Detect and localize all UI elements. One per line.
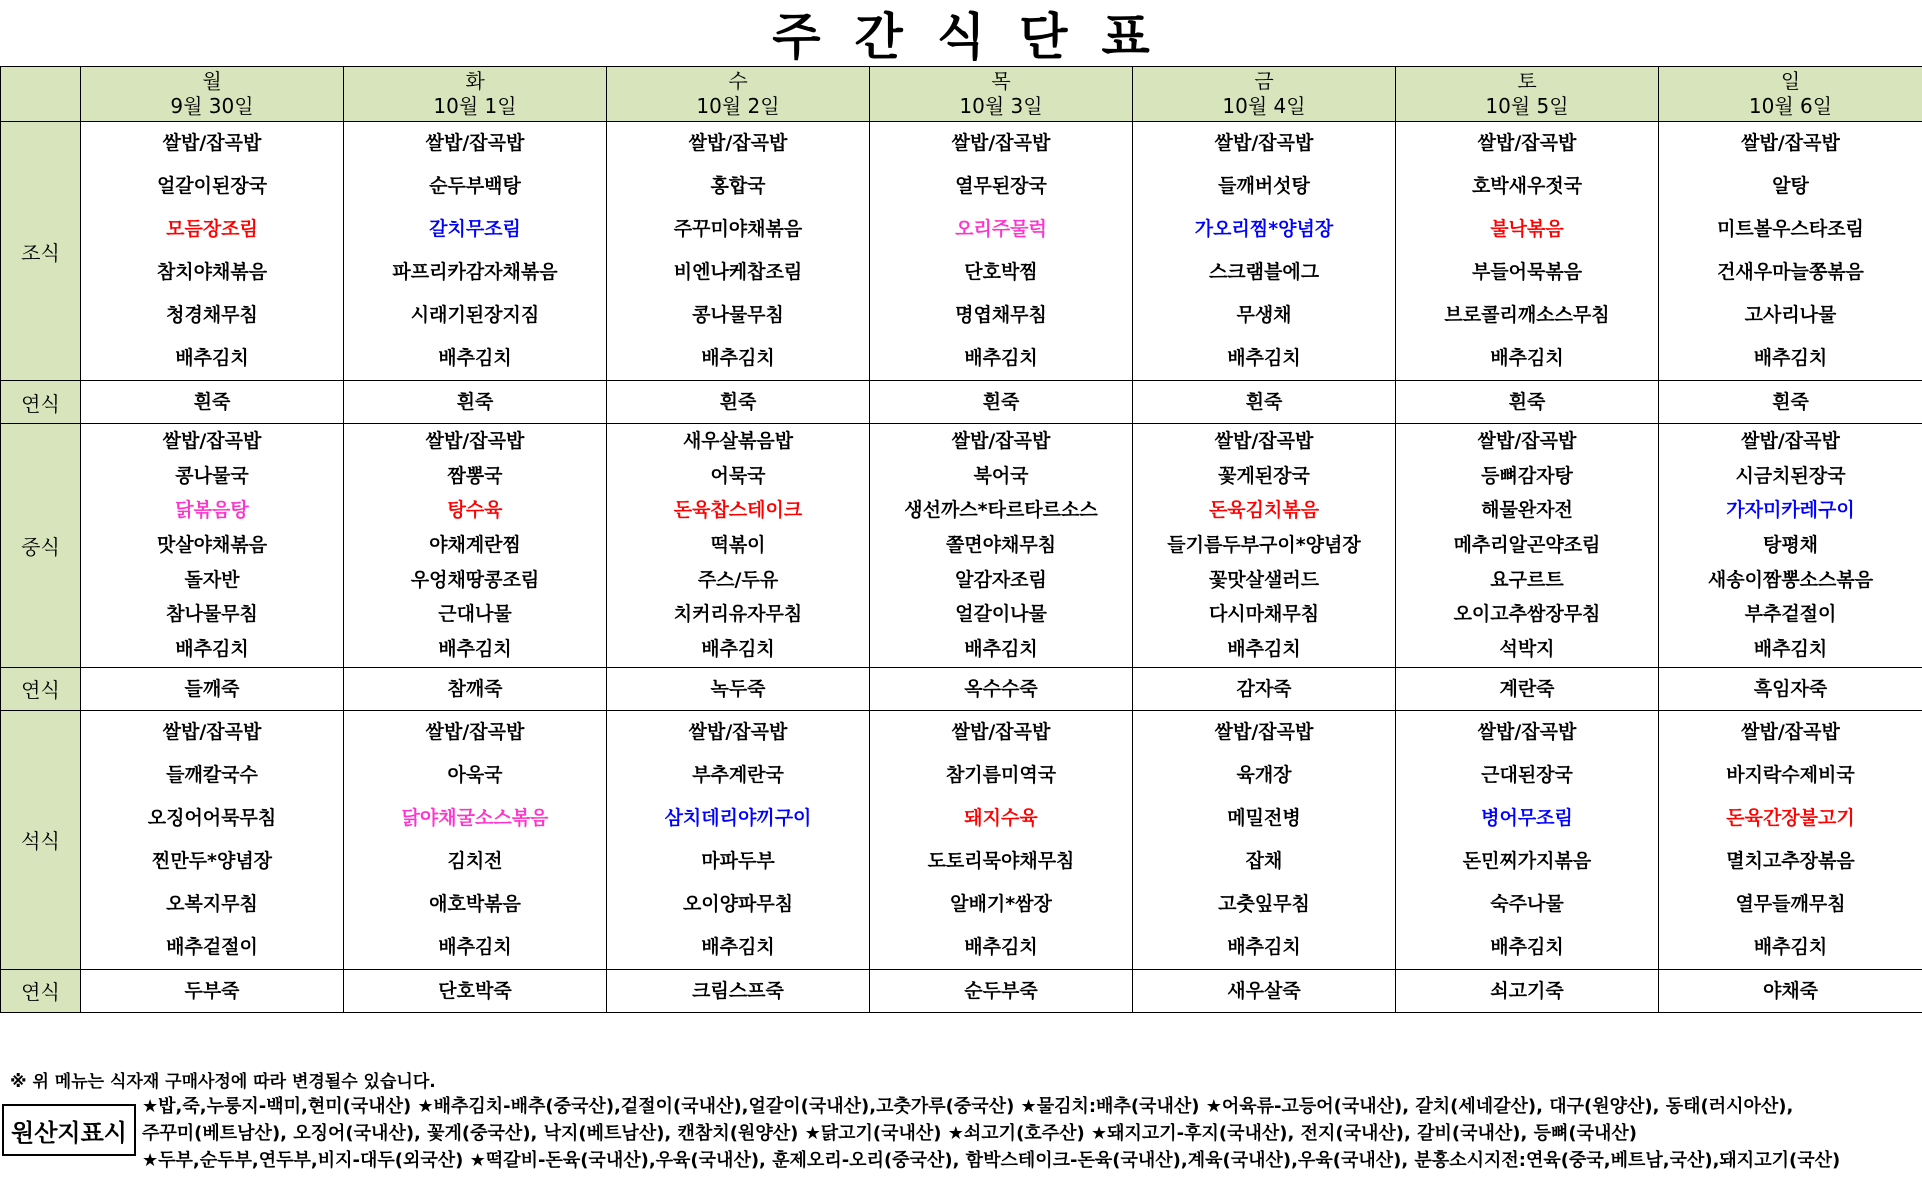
menu-item: 배추김치 xyxy=(175,347,249,369)
menu-item: 불낙볶음 xyxy=(1490,218,1564,240)
menu-item: 닭볶음탕 xyxy=(175,499,249,522)
day-name: 목 xyxy=(991,69,1011,93)
snack-item: 흰죽 xyxy=(607,381,870,424)
menu-item: 쌀밥/잡곡밥 xyxy=(162,132,262,154)
menu-cell xyxy=(1659,710,1922,969)
menu-item: 다시마채무침 xyxy=(1208,603,1320,626)
menu-item: 쌀밥/잡곡밥 xyxy=(162,430,262,452)
menu-item: 배추김치 xyxy=(438,347,512,369)
menu-item: 명엽채무침 xyxy=(955,304,1047,326)
day-name: 수 xyxy=(728,69,748,93)
menu-item: 돈육김치볶음 xyxy=(1208,499,1320,522)
menu-item: 참기름미역국 xyxy=(945,763,1057,786)
day-header-row xyxy=(1,67,1922,122)
menu-item: 얼갈이나물 xyxy=(955,603,1047,626)
menu-item: 호박새우젓국 xyxy=(1471,175,1583,197)
menu-item: 알배기*쌈장 xyxy=(950,892,1052,915)
menu-item: 쌀밥/잡곡밥 xyxy=(1214,720,1314,743)
menu-item: 오리주물럭 xyxy=(955,218,1047,240)
menu-cell xyxy=(81,424,344,668)
meal-label: 석식 xyxy=(1,710,81,969)
menu-item: 브로콜리깨소스무침 xyxy=(1444,304,1610,326)
day-date: 10월 1일 xyxy=(433,94,517,118)
menu-item: 들기름두부구이*양념장 xyxy=(1167,534,1361,557)
menu-item: 배추김치 xyxy=(1753,347,1828,369)
menu-item: 쌀밥/잡곡밥 xyxy=(162,720,262,743)
menu-change-notice: ※ 위 메뉴는 식자재 구매사정에 따라 변경될수 있습니다. xyxy=(10,1072,436,1092)
menu-item: 숙주나물 xyxy=(1490,892,1564,915)
menu-item: 무생채 xyxy=(1236,304,1292,326)
menu-item: 도토리묵야채무침 xyxy=(927,849,1075,872)
day-date: 10월 6일 xyxy=(1748,94,1833,118)
menu-item: 시래기된장지짐 xyxy=(410,304,540,326)
menu-item: 주꾸미야채볶음 xyxy=(673,218,803,240)
menu-item: 꽃맛살샐러드 xyxy=(1208,568,1320,591)
menu-item: 석박지 xyxy=(1499,638,1555,661)
menu-item: 꽃게된장국 xyxy=(1218,464,1310,487)
menu-item: 쫄면야채무침 xyxy=(945,534,1057,557)
snack-item: 흰죽 xyxy=(1133,381,1396,424)
menu-item: 열무들깨무침 xyxy=(1735,892,1846,915)
day-header xyxy=(1659,67,1922,122)
day-name: 일 xyxy=(1780,69,1801,93)
snack-item: 감자죽 xyxy=(1133,667,1396,710)
snack-row xyxy=(1,381,1922,424)
meal-label: 연식 xyxy=(1,667,81,710)
menu-item: 짬뽕국 xyxy=(447,464,503,487)
menu-item: 요구르트 xyxy=(1490,568,1564,591)
menu-cell xyxy=(344,424,607,668)
menu-item: 배추김치 xyxy=(1753,638,1828,661)
menu-cell xyxy=(1396,424,1659,668)
day-name: 월 xyxy=(202,69,222,93)
menu-item: 아욱국 xyxy=(447,763,503,786)
menu-item: 멸치고추장볶음 xyxy=(1726,849,1855,872)
menu-item: 육개장 xyxy=(1236,763,1292,786)
day-header xyxy=(607,67,870,122)
snack-item: 옥수수죽 xyxy=(870,667,1133,710)
menu-item: 배추김치 xyxy=(964,347,1038,369)
menu-item: 부들어묵볶음 xyxy=(1471,261,1583,283)
menu-item: 쌀밥/잡곡밥 xyxy=(951,720,1051,743)
menu-item: 북어국 xyxy=(973,464,1029,487)
menu-item: 쌀밥/잡곡밥 xyxy=(1477,720,1577,743)
menu-item: 가자미카레구이 xyxy=(1726,499,1855,522)
menu-item: 야채계란찜 xyxy=(429,534,521,557)
menu-item: 쌀밥/잡곡밥 xyxy=(1477,132,1577,154)
snack-item: 새우살죽 xyxy=(1133,969,1396,1012)
menu-item: 콩나물국 xyxy=(175,464,249,487)
menu-item: 치커리유자무침 xyxy=(673,603,803,626)
menu-item: 배추김치 xyxy=(1490,935,1564,958)
menu-item: 메밀전병 xyxy=(1227,806,1301,829)
meal-label: 연식 xyxy=(1,381,81,424)
snack-item: 흑임자죽 xyxy=(1659,667,1922,710)
menu-item: 잡채 xyxy=(1245,849,1283,872)
menu-item: 단호박찜 xyxy=(964,261,1038,283)
meal-row xyxy=(1,710,1922,969)
menu-item: 쌀밥/잡곡밥 xyxy=(1741,720,1840,743)
menu-item: 쌀밥/잡곡밥 xyxy=(1214,132,1314,154)
origin-text xyxy=(142,1093,1917,1174)
day-header xyxy=(81,67,344,122)
snack-item: 들깨죽 xyxy=(81,667,344,710)
day-date: 10월 4일 xyxy=(1222,94,1306,118)
menu-item: 미트볼우스타조림 xyxy=(1717,218,1864,240)
menu-item: 청경채무침 xyxy=(166,304,258,326)
menu-cell xyxy=(607,424,870,668)
menu-item: 모듬장조림 xyxy=(166,218,258,240)
menu-item: 배추김치 xyxy=(964,935,1038,958)
day-name: 화 xyxy=(465,69,485,93)
menu-cell xyxy=(1133,710,1396,969)
menu-item: 바지락수제비국 xyxy=(1726,763,1855,786)
menu-item: 쌀밥/잡곡밥 xyxy=(688,132,788,154)
menu-item: 돈육간장불고기 xyxy=(1726,806,1855,829)
menu-item: 김치전 xyxy=(447,849,503,872)
menu-item: 오이양파무침 xyxy=(682,892,794,915)
menu-cell xyxy=(1133,122,1396,381)
menu-item: 알탕 xyxy=(1772,175,1809,197)
menu-item: 배추김치 xyxy=(1490,347,1564,369)
menu-item: 순두부백탕 xyxy=(429,175,521,197)
menu-item: 쌀밥/잡곡밥 xyxy=(425,720,525,743)
menu-item: 돼지수육 xyxy=(964,806,1038,829)
menu-item: 배추김치 xyxy=(701,347,775,369)
snack-item: 계란죽 xyxy=(1396,667,1659,710)
menu-cell xyxy=(81,710,344,969)
menu-item: 열무된장국 xyxy=(955,175,1047,197)
menu-item: 쌀밥/잡곡밥 xyxy=(1214,430,1314,452)
snack-item: 쇠고기죽 xyxy=(1396,969,1659,1012)
menu-item: 배추김치 xyxy=(1753,935,1828,958)
menu-cell xyxy=(870,710,1133,969)
origin-line-1: ★밥,죽,누룽지-백미,현미(국내산) ★배추김치-배추(중국산),겉절이(국내산),얼갈이(국내산),고춧가루(중국산) ★물김치:배추(국내산) ★어육류-고등어(국내산), 갈치(세네갈산), 대구(원양산), 동태(러시아산), xyxy=(142,1096,1794,1117)
snack-item: 단호박죽 xyxy=(344,969,607,1012)
menu-item: 돌자반 xyxy=(184,568,240,591)
snack-item: 흰죽 xyxy=(1659,381,1922,424)
snack-item: 흰죽 xyxy=(81,381,344,424)
day-date: 10월 5일 xyxy=(1485,94,1569,118)
day-name: 금 xyxy=(1254,69,1274,93)
menu-item: 탕수육 xyxy=(447,499,503,522)
menu-item: 탕평채 xyxy=(1762,534,1819,557)
snack-row xyxy=(1,969,1922,1012)
menu-item: 알감자조림 xyxy=(955,568,1047,591)
menu-cell xyxy=(870,122,1133,381)
menu-item: 마파두부 xyxy=(701,849,775,872)
page-title: 주간식단표 xyxy=(772,8,1184,66)
menu-item: 들깨칼국수 xyxy=(166,763,258,786)
menu-item: 갈치무조림 xyxy=(429,218,521,240)
snack-item: 녹두죽 xyxy=(607,667,870,710)
menu-item: 비엔나케찹조림 xyxy=(673,261,803,283)
menu-item: 병어무조림 xyxy=(1481,806,1573,829)
menu-cell xyxy=(344,710,607,969)
menu-cell xyxy=(1659,424,1922,668)
menu-item: 배추김치 xyxy=(438,935,512,958)
menu-item: 얼갈이된장국 xyxy=(156,175,268,197)
menu-item: 참치야채볶음 xyxy=(156,261,268,283)
menu-item: 오징어어묵무침 xyxy=(147,806,277,829)
menu-cell xyxy=(344,122,607,381)
menu-item: 쌀밥/잡곡밥 xyxy=(425,430,525,452)
menu-item: 어묵국 xyxy=(710,464,766,487)
menu-item: 쌀밥/잡곡밥 xyxy=(1741,430,1840,452)
menu-item: 삼치데리야끼구이 xyxy=(664,806,812,829)
menu-item: 건새우마늘쫑볶음 xyxy=(1717,261,1864,283)
corner-cell xyxy=(1,67,81,122)
origin-label-box: 원산지표시 xyxy=(2,1104,136,1156)
menu-item: 홍합국 xyxy=(710,175,766,197)
snack-item: 흰죽 xyxy=(1396,381,1659,424)
day-date: 10월 2일 xyxy=(696,94,780,118)
menu-item: 배추김치 xyxy=(964,638,1038,661)
day-header xyxy=(870,67,1133,122)
menu-item: 가오리찜*양념장 xyxy=(1194,218,1334,240)
menu-item: 근대된장국 xyxy=(1481,763,1573,786)
snack-item: 참깨죽 xyxy=(344,667,607,710)
meal-label: 조식 xyxy=(1,122,81,381)
menu-item: 메추리알곤약조림 xyxy=(1453,534,1601,557)
origin-line-3: ★두부,순두부,연두부,비지-대두(외국산) ★떡갈비-돈육(국내산),우육(국내산), 훈제오리-오리(중국산), 함박스테이크-돈육(국내산),계육(국내산),우육(국내산), 분홍소시지전:연육(중국,베트남,국산),돼지고기(국산) xyxy=(142,1150,1841,1171)
menu-item: 스크램블에그 xyxy=(1208,261,1320,283)
menu-item: 배추겉절이 xyxy=(166,935,258,958)
snack-item: 순두부죽 xyxy=(870,969,1133,1012)
menu-cell xyxy=(1659,122,1922,381)
day-date: 10월 3일 xyxy=(959,94,1043,118)
menu-item: 배추김치 xyxy=(1227,347,1301,369)
menu-item: 참나물무침 xyxy=(166,603,258,626)
menu-item: 배추김치 xyxy=(1227,638,1301,661)
meal-label: 중식 xyxy=(1,424,81,668)
snack-item: 흰죽 xyxy=(870,381,1133,424)
menu-item: 생선까스*타르타르소스 xyxy=(904,499,1098,522)
menu-item: 들깨버섯탕 xyxy=(1218,175,1310,197)
menu-cell xyxy=(607,122,870,381)
menu-item: 애호박볶음 xyxy=(429,892,521,915)
menu-item: 우엉채땅콩조림 xyxy=(410,568,540,591)
day-date: 9월 30일 xyxy=(170,94,254,118)
menu-item: 배추김치 xyxy=(701,935,775,958)
menu-item: 쌀밥/잡곡밥 xyxy=(425,132,525,154)
menu-item: 근대나물 xyxy=(438,603,512,626)
menu-cell xyxy=(81,122,344,381)
day-header xyxy=(1133,67,1396,122)
menu-item: 고사리나물 xyxy=(1744,304,1837,326)
origin-line-2: 주꾸미(베트남산), 오징어(국내산), 꽃게(중국산), 낙지(베트남산), 캔참치(원양산) ★닭고기(국내산) ★쇠고기(호주산) ★돼지고기-후지(국내산), 전지(국내산), 갈비(국내산), 등뼈(국내산) xyxy=(142,1123,1637,1144)
menu-cell xyxy=(1133,424,1396,668)
meal-row xyxy=(1,122,1922,381)
menu-item: 해물완자전 xyxy=(1481,499,1573,522)
menu-cell xyxy=(607,710,870,969)
snack-item: 흰죽 xyxy=(344,381,607,424)
menu-item: 콩나물무침 xyxy=(692,304,784,326)
menu-item: 등뼈감자탕 xyxy=(1481,464,1573,487)
menu-table xyxy=(0,66,1922,1013)
menu-item: 떡볶이 xyxy=(710,534,766,557)
menu-item: 부추계란국 xyxy=(692,763,784,786)
menu-item: 쌀밥/잡곡밥 xyxy=(951,430,1051,452)
menu-item: 배추김치 xyxy=(701,638,775,661)
menu-item: 배추김치 xyxy=(438,638,512,661)
snack-item: 야채죽 xyxy=(1659,969,1922,1012)
menu-item: 돈민찌가지볶음 xyxy=(1462,849,1592,872)
day-header xyxy=(1396,67,1659,122)
meal-label: 연식 xyxy=(1,969,81,1012)
menu-item: 찐만두*양념장 xyxy=(151,849,273,872)
menu-cell xyxy=(870,424,1133,668)
meal-row xyxy=(1,424,1922,668)
menu-item: 새우살볶음밥 xyxy=(682,430,794,452)
snack-row xyxy=(1,667,1922,710)
menu-item: 새송이짬뽕소스볶음 xyxy=(1707,568,1874,591)
menu-item: 쌀밥/잡곡밥 xyxy=(951,132,1051,154)
menu-item: 주스/두유 xyxy=(697,568,779,591)
menu-item: 부추겉절이 xyxy=(1744,603,1837,626)
menu-item: 쌀밥/잡곡밥 xyxy=(1477,430,1577,452)
snack-item: 크림스프죽 xyxy=(607,969,870,1012)
menu-item: 오복지무침 xyxy=(166,892,258,915)
menu-item: 돈육찹스테이크 xyxy=(673,499,803,522)
menu-item: 닭야채굴소스볶음 xyxy=(401,806,549,829)
menu-cell xyxy=(1396,122,1659,381)
snack-item: 두부죽 xyxy=(81,969,344,1012)
menu-item: 파프리카감자채볶음 xyxy=(392,261,558,283)
menu-item: 쌀밥/잡곡밥 xyxy=(688,720,788,743)
menu-item: 쌀밥/잡곡밥 xyxy=(1741,132,1840,154)
menu-item: 배추김치 xyxy=(1227,935,1301,958)
day-name: 토 xyxy=(1517,69,1537,93)
menu-item: 시금치된장국 xyxy=(1735,464,1846,487)
menu-item: 오이고추쌈장무침 xyxy=(1453,603,1601,626)
menu-item: 고춧잎무침 xyxy=(1218,892,1310,915)
day-header xyxy=(344,67,607,122)
menu-item: 맛살야채볶음 xyxy=(156,534,268,557)
menu-cell xyxy=(1396,710,1659,969)
menu-item: 배추김치 xyxy=(175,638,249,661)
